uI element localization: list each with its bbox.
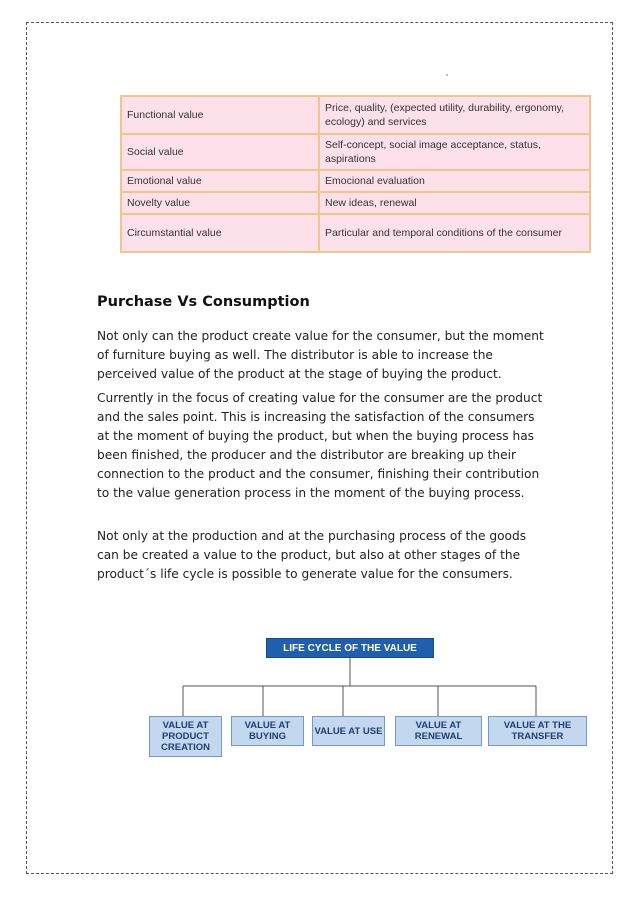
table-row xyxy=(121,214,590,252)
value-types-table xyxy=(120,95,591,253)
value-type-cell: Social value xyxy=(121,134,319,170)
value-description-cell: Price, quality, (expected utility, durability, ergonomy, ecology) and services xyxy=(319,96,590,134)
paragraph: Currently in the focus of creating value for the consumer are the product and the sales point. This is increasing the satisfaction of the consumers at the moment of buying the product, but when the buying process has been finished, the producer and the distributor are breaking up their connection to the product and the consumer, finishing their contribution to the value generation process in the moment of the buying process. xyxy=(97,391,543,500)
table-row xyxy=(121,96,590,134)
stray-mark xyxy=(446,74,448,76)
table-row xyxy=(121,170,590,192)
diagram-root-box: LIFE CYCLE OF THE VALUE xyxy=(266,638,434,658)
section-heading: Purchase Vs Consumption xyxy=(97,294,310,310)
paragraph: Not only at the production and at the purchasing process of the goods can be created a value to the product, but also at other stages of the product´s life cycle is possible to generate value for the consumers. xyxy=(97,529,527,581)
value-type-cell: Circumstantial value xyxy=(121,214,319,252)
diagram-box-use: VALUE AT USE xyxy=(312,716,385,746)
table-row xyxy=(121,192,590,214)
diagram-box-renewal: VALUE AT RENEWAL xyxy=(395,716,482,746)
value-type-cell: Novelty value xyxy=(121,192,319,214)
table-row xyxy=(121,134,590,170)
diagram-box-transfer: VALUE AT THE TRANSFER xyxy=(488,716,587,746)
value-type-cell: Functional value xyxy=(121,96,319,134)
value-description-cell: New ideas, renewal xyxy=(319,192,590,214)
value-description-cell: Emocional evaluation xyxy=(319,170,590,192)
paragraph: Not only can the product create value for the consumer, but the moment of furniture buying as well. The distributor is able to increase the perceived value of the product at the stage of buying the product. xyxy=(97,329,544,381)
diagram-box-product-creation: VALUE AT PRODUCT CREATION xyxy=(149,716,222,757)
diagram-box-buying: VALUE AT BUYING xyxy=(231,716,304,746)
value-type-cell: Emotional value xyxy=(121,170,319,192)
value-description-cell: Particular and temporal conditions of the consumer xyxy=(319,214,590,252)
value-description-cell: Self-concept, social image acceptance, status, aspirations xyxy=(319,134,590,170)
